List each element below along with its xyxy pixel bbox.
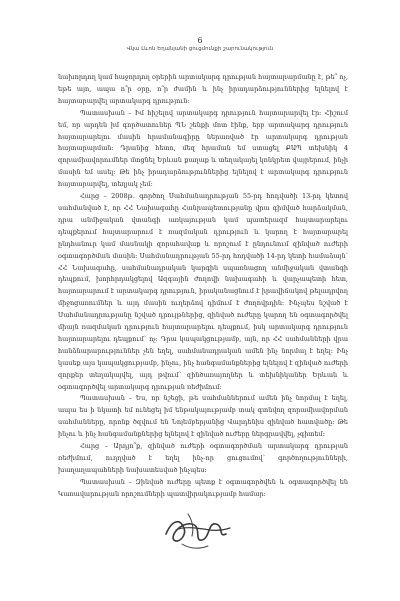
paragraph: նախորդող կամ հաջորդող օրերին արտակարգ դրության հայտարարմանը է, թե՞ ոչ, եթե այո, ապա ո՞ր օրը, ո՞ր ժամին և ինչ իրադարձություններից ելնելով է հայտարարվել արտակարգ դրություն: xyxy=(58,73,348,105)
paragraph: Պատասխան – Զինված ուժերը պետք է օգտագործվեն և օգտագործվել են Կառավարության որոշումների պատվիրակությամբ համար: xyxy=(58,477,348,498)
paragraph: Հարց – Արդյո՞ք, զինված ուժերի օգտագործման արտակարգ դրության ռեժիմում, ուղղված է եղել ինչ-որ ցուցումով՝ գործողությունների, խաղաղապահների նախատեսված ինչպես: xyxy=(58,442,348,474)
body-text xyxy=(58,72,348,501)
page-number: 6 xyxy=(197,36,203,45)
running-header: Վկա Լևոն Եղանյանի ցուցմունքի շարունակություն xyxy=(126,46,274,52)
paragraph: Պատասխան – Իմ հիշելով արտակարգ դրություն հայտարարվել էր: Հիշում եմ, որ արդեն իմ գործատուներ ՊՆ շենքի մոտ էինք, երբ արտակարգ դրություն հայտարարելու մասին հրամանագիրը ներառված էր արտակարգ դրության հայտարարման: Դրանից հետո, մեզ հրաման եմ ստացել ՔԱՊ տեխնիկ 4 զորամիավորումներ մտցնել Երևան քաղաք և տեղակայել կոնկրետ վայրերում, ինչի մասին եմ ասել: Թե ինչ իրադարձություններից ելնելով է արտակարգ դրություն հայտարարվել, տեղյակ չեմ: xyxy=(58,108,348,189)
paragraph: Պատասխան – Ես, որ նշեցի, թե սահմաններում ամեն ինչ նորմալ է եղել, ապա ես ի նկատի եմ ունեցել իմ ենթակայությամբ տակ գտնվող զորամիավորման սահմանները, որոնք ծզվում են Նոյեմբերյանից Վարդենիս զինված հատվածը: Թե ինչու և ինչ հանգամանքներից ելնելով է զինված ուժերը ներգրավվել, չգիտեմ: xyxy=(58,394,348,439)
paragraph: Հարց – 2008թ. գործող Սահմանադրության 55-րդ հոդվածի 13-րդ կետով սահմանված է, որ ՀՀ Նախագահը Հանրապետությանը վրա գիմված հարձակման, դրա անմիջական վտանգի առկայության կամ պատերազմ հայտարարելու դեպքերում հայտարարում է ռազմական դրություն և կարող է հայտարարել ընդհանուր կամ մասնակի զորահավաք և որոշում է ընդունում զինված ուժերի օգտագործման մասին: Սահմանադրության 55-րդ հոդվածի 14-րդ կետի համաձայն՝ ՀՀ Նախագահը, սահմանադրական կարգին սպառնացող անմիջական վտանգի դեպքում, խորհրդակցելով Ազգային ժողովի նախագահի և վարչապետի հետ, հայտարարում է արտակարգ դրություն, իրականացնում է իրավիճակով թելադրվող միջոցառումներ և այդ մասին ուղերձով դիմում է ժողովրդին: Ինչպես նշված է Սահմանադրությանը նշված դրույթներից, զինված ուժերը կարող են օգտագործվել միայն ռազմական դրություն հայտարարելու դեպքում, իսկ արտակարգ դրություն հայտարարելու դեպքում՝ ոչ: Դրա կապակցությամբ, այն, որ ՀՀ սահմանների վրա հանձնարարություններ չեն եղել, սահմանադրական ամեն ինչ նորմալ է եղել: Ինչ կասեք այս կապակցությամբ, ինչու, ինչ հանգամանքներից ելնելով է զինված ուժերի զորքեր տեղակայվել, այդ թվում՝ զինծառայողներ և տեխնիկաներ Երևան և օգտագործվել արտակարգ դրության ռեժիմում: xyxy=(58,192,348,391)
handwritten-signature xyxy=(158,500,238,560)
